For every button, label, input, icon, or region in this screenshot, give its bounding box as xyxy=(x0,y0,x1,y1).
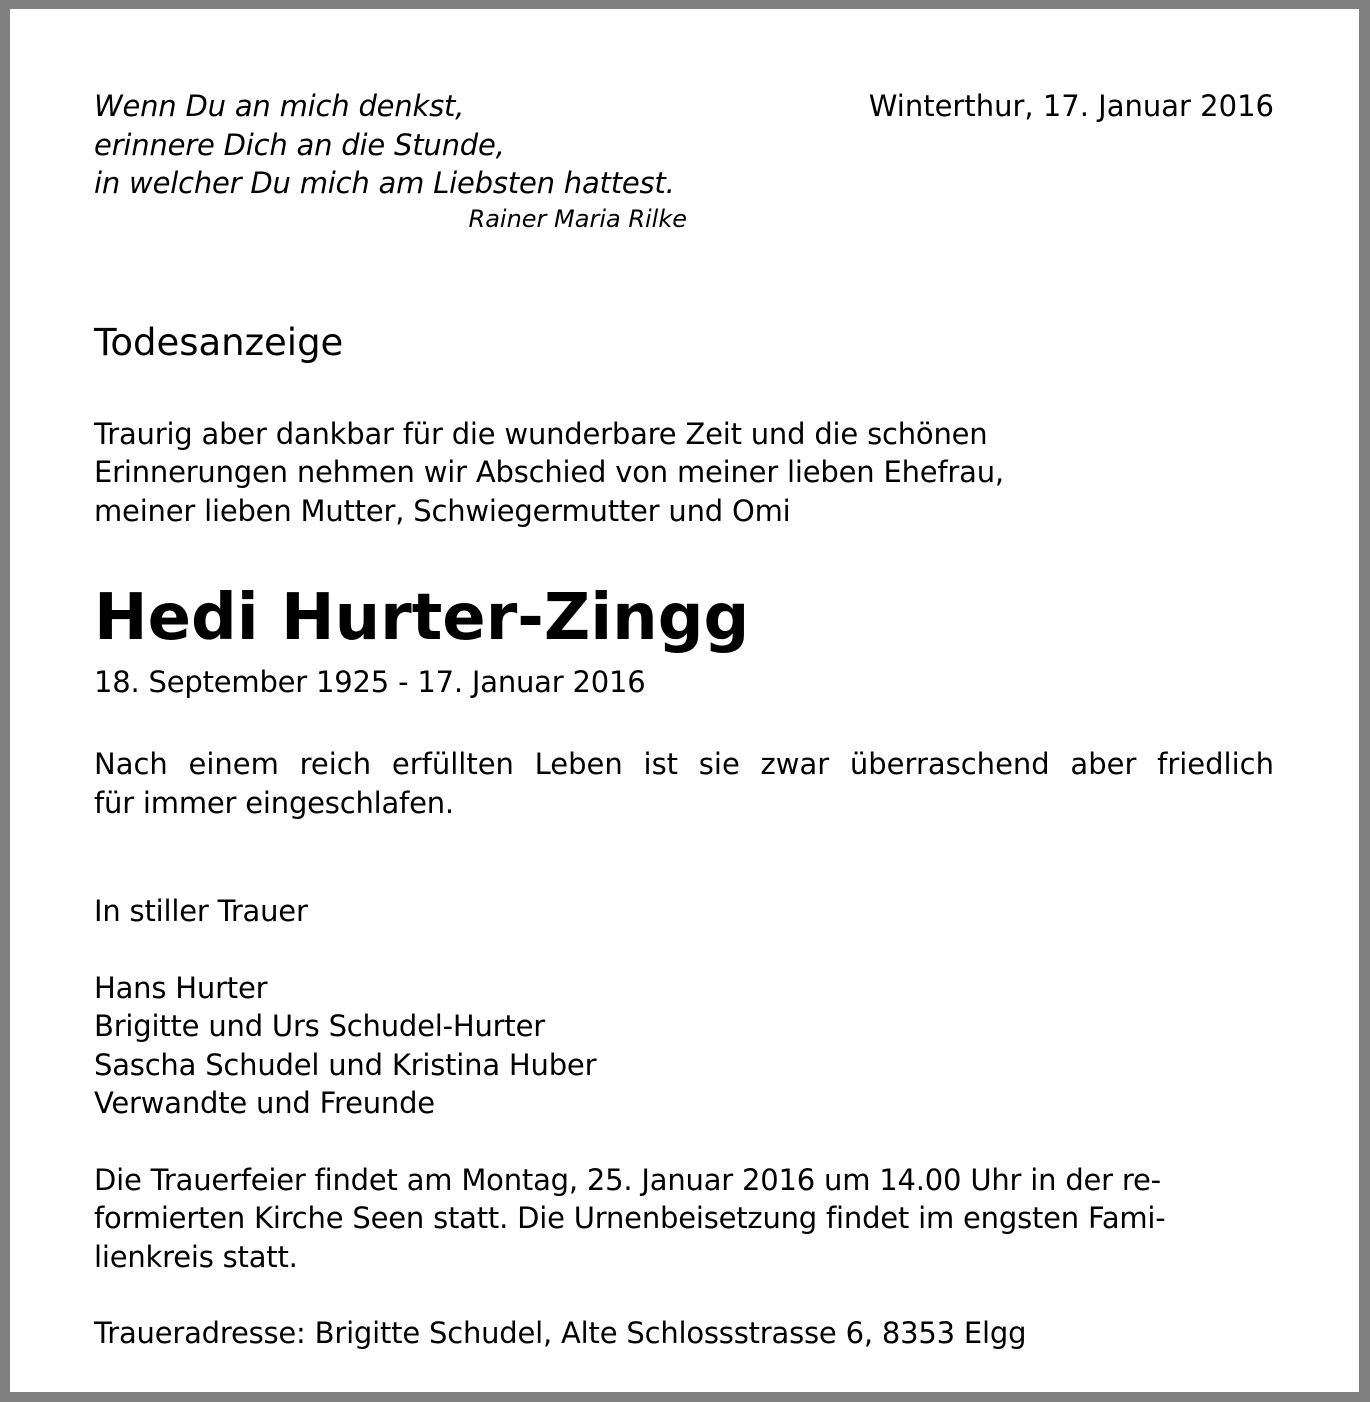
page-title: Todesanzeige xyxy=(94,321,344,364)
quote-author: Rainer Maria Rilke xyxy=(468,205,687,233)
intro-line: meiner lieben Mutter, Schwiegermutter und Omi xyxy=(94,494,791,528)
mourner-name: Sascha Schudel und Kristina Huber xyxy=(94,1048,597,1082)
quote-line: in welcher Du mich am Liebsten hattest. xyxy=(94,166,675,200)
mourning-label: In stiller Trauer xyxy=(94,894,308,928)
life-dates: 18. September 1925 - 17. Januar 2016 xyxy=(94,665,646,699)
place-date: Winterthur, 17. Januar 2016 xyxy=(868,89,1274,123)
intro-line: Erinnerungen nehmen wir Abschied von meiner lieben Ehefrau, xyxy=(94,455,1004,489)
mourner-name: Brigitte und Urs Schudel-Hurter xyxy=(94,1009,545,1043)
service-line: lienkreis statt. xyxy=(94,1240,298,1274)
intro-line: Traurig aber dankbar für die wunderbare Zeit und die schönen xyxy=(94,417,988,451)
service-line: formierten Kirche Seen statt. Die Urnenbeisetzung findet im engsten Fami- xyxy=(94,1201,1166,1235)
deceased-name: Hedi Hurter-Zingg xyxy=(94,581,750,655)
service-line: Die Trauerfeier findet am Montag, 25. Januar 2016 um 14.00 Uhr in der re- xyxy=(94,1163,1161,1197)
mourning-address: Traueradresse: Brigitte Schudel, Alte Schlossstrasse 6, 8353 Elgg xyxy=(94,1316,1027,1350)
obituary-page xyxy=(10,9,1359,1392)
statement-line: Nach einem reich erfüllten Leben ist sie zwar überraschend aber friedlich xyxy=(94,747,1274,781)
mourner-name: Verwandte und Freunde xyxy=(94,1086,435,1120)
statement-line: für immer eingeschlafen. xyxy=(94,786,454,820)
quote-line: Wenn Du an mich denkst, xyxy=(94,89,465,123)
quote-line: erinnere Dich an die Stunde, xyxy=(94,128,505,162)
mourner-name: Hans Hurter xyxy=(94,971,268,1005)
